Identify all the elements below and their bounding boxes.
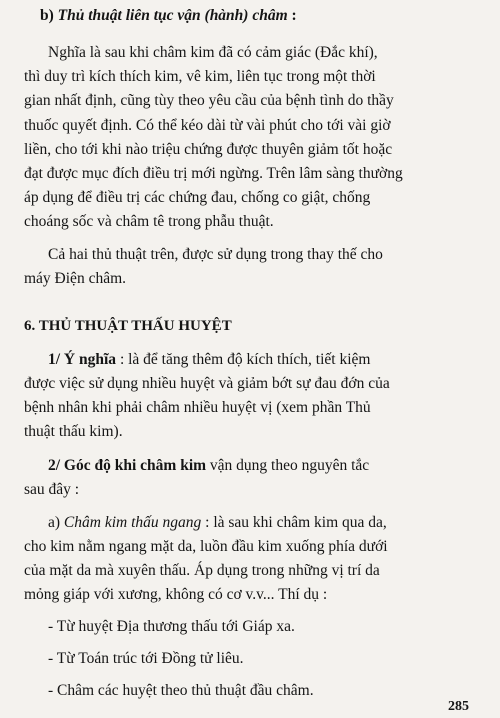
paragraph-line: được việc sử dụng nhiều huyệt và giảm bớt sự đau đớn của (24, 375, 390, 392)
paragraph-line: thuật thấu kim). (24, 423, 123, 440)
paragraph-line: thì duy trì kích thích kim, vê kim, liên tục trong một thời (24, 68, 376, 85)
example-item: - Châm các huyệt theo thủ thuật đầu châm. (48, 682, 314, 699)
page-number: 285 (448, 699, 469, 714)
paragraph-line: liền, cho tới khi nào triệu chứng được thuyên giảm tốt hoặc (24, 141, 393, 158)
subsection-b-prefix: b) (40, 7, 54, 24)
paragraph-line: choáng sốc và châm tê trong phẫu thuật. (24, 213, 274, 230)
item-2-line (48, 456, 369, 476)
item-2-label: 2/ Góc độ khi châm kim (48, 457, 207, 474)
section-6-heading: 6. THỦ THUẬT THẤU HUYỆT (24, 318, 232, 334)
item-a-line (48, 513, 387, 533)
subsection-b-title (40, 6, 297, 26)
paragraph-line: đạt được mục đích điều trị mới ngừng. Trên lâm sàng thường (24, 165, 403, 182)
item-a-text: : là sau khi châm kim qua da, (205, 514, 387, 531)
paragraph-line: mỏng giáp với xương, không có cơ v.v... Thí dụ : (24, 586, 328, 603)
paragraph-line: áp dụng để điều trị các chứng đau, chống co giật, chống (24, 189, 371, 206)
item-1-label: 1/ Ý nghĩa (48, 351, 117, 368)
item-a-prefix: a) (48, 514, 61, 531)
paragraph-line: gian nhất định, cũng tùy theo yêu cầu của bệnh tình do thầy (24, 92, 394, 109)
example-item: - Từ Toán trúc tới Đồng tử liêu. (48, 650, 244, 667)
paragraph-line: sau đây : (24, 481, 80, 498)
paragraph-line: Nghĩa là sau khi châm kim đã có cảm giác (Đắc khí), (48, 44, 378, 61)
item-1-text: : là để tăng thêm độ kích thích, tiết kiệm (119, 351, 371, 368)
example-item: - Từ huyệt Địa thương thấu tới Giáp xa. (48, 618, 295, 635)
subsection-b-colon: : (291, 7, 297, 24)
paragraph-line: cho kim nằm ngang mặt da, luồn đầu kim xuống phía dưới (24, 538, 388, 555)
paragraph-line: của mặt da mà xuyên thấu. Áp dụng trong những vị trí da (24, 562, 380, 579)
paragraph-line: máy Điện châm. (24, 270, 127, 287)
item-2-text: vận dụng theo nguyên tắc (209, 457, 370, 474)
paragraph-line: bệnh nhân khi phải châm nhiều huyệt vị (xem phần Thủ (24, 399, 371, 416)
item-a-title: Châm kim thấu ngang (63, 514, 202, 531)
paragraph-line: Cả hai thủ thuật trên, được sử dụng trong thay thế cho (48, 246, 383, 263)
paragraph-line: thuốc quyết định. Có thể kéo dài từ vài phút cho tới vài giờ (24, 117, 391, 134)
subsection-b-title-text: Thủ thuật liên tục vận (hành) châm (57, 7, 288, 24)
item-1-line (48, 350, 370, 370)
